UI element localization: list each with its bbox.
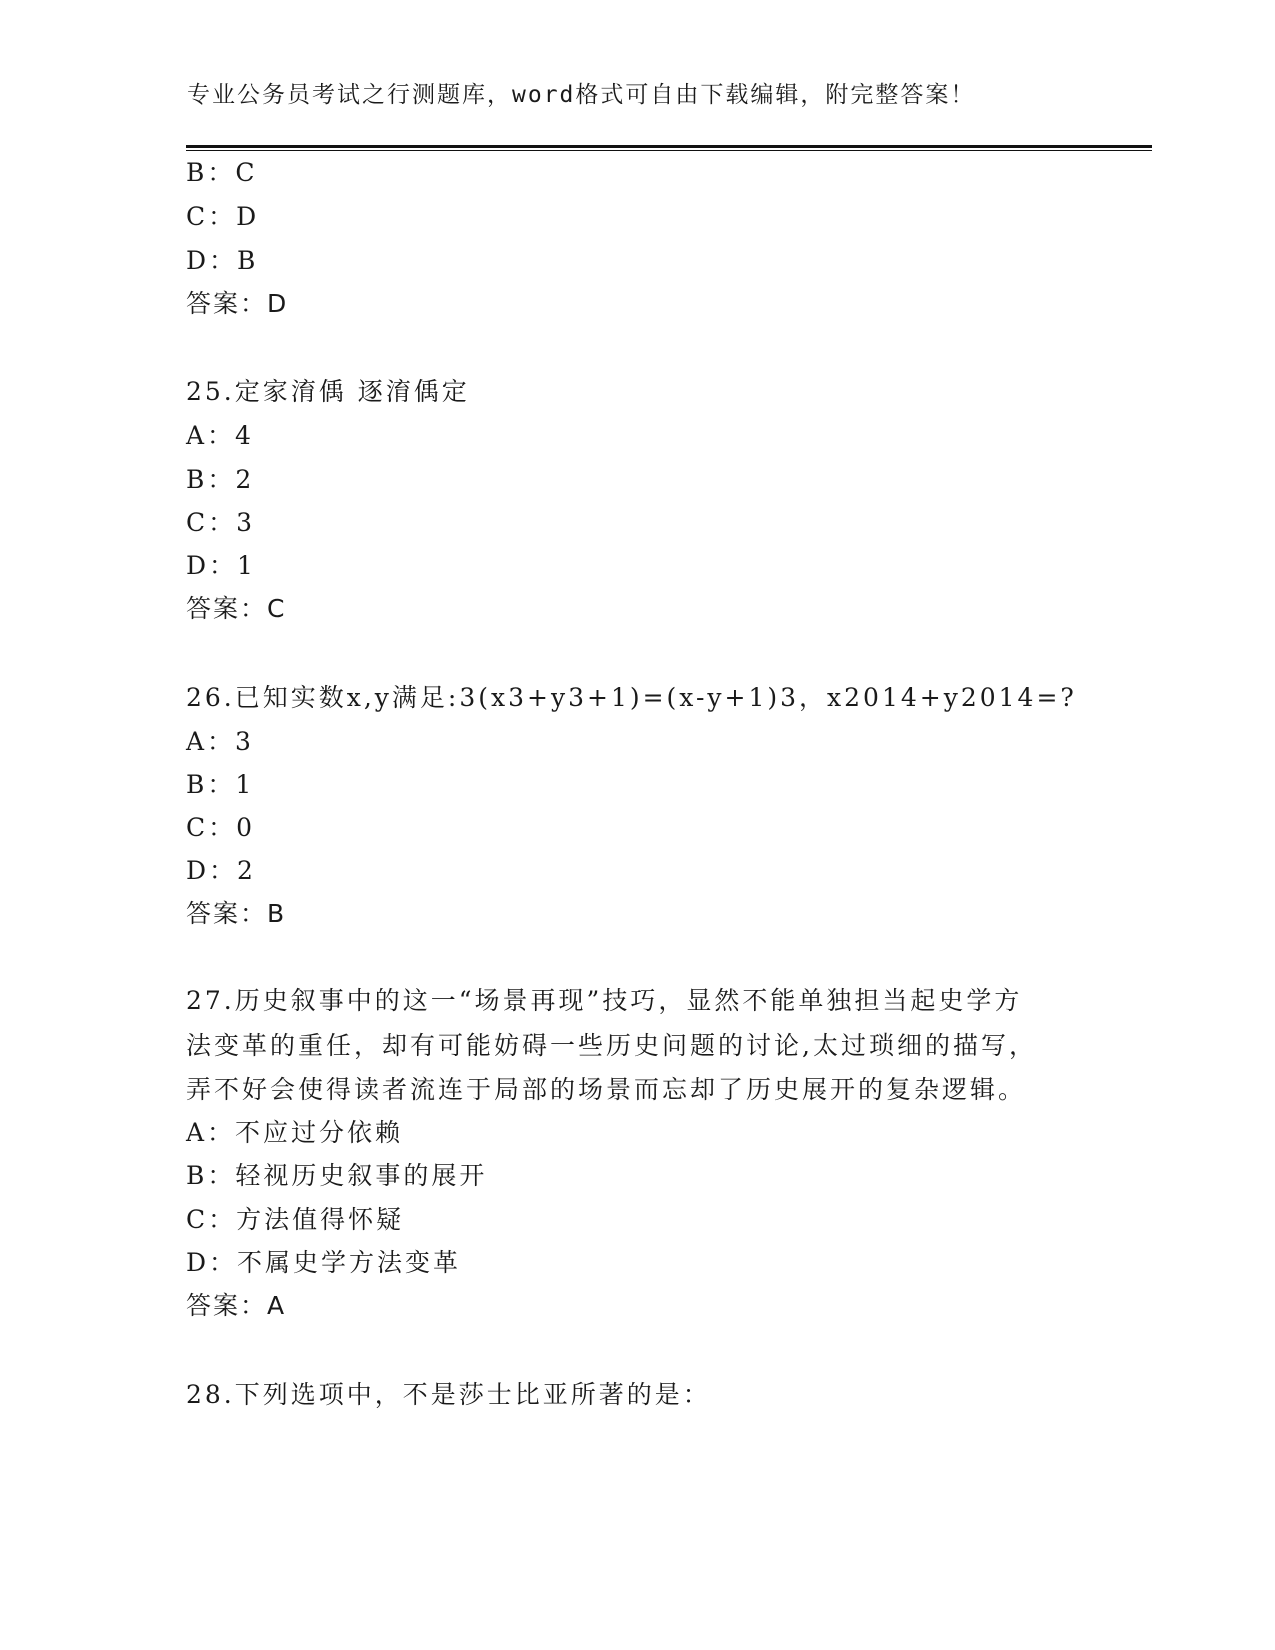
question-26-option-d: D：2 — [186, 856, 256, 885]
question-27-option-b: B：轻视历史叙事的展开 — [186, 1161, 488, 1190]
question-27-option-c: C：方法值得怀疑 — [186, 1205, 405, 1234]
question-25-option-b: B：2 — [186, 465, 255, 494]
question-27-option-a: A：不应过分依赖 — [186, 1118, 404, 1147]
question-27-answer: 答案：A — [186, 1291, 287, 1320]
question-25-option-d: D：1 — [186, 551, 256, 580]
option-d: D：B — [186, 246, 259, 275]
question-26-option-a: A：3 — [186, 727, 254, 756]
header-divider — [186, 145, 1152, 151]
question-27-option-d: D：不属史学方法变革 — [186, 1248, 462, 1277]
question-25-answer: 答案：C — [186, 594, 287, 623]
question-27-text-line-2: 法变革的重任，却有可能妨碍一些历史问题的讨论,太过琐细的描写， — [186, 1031, 1037, 1060]
question-25-option-c: C：3 — [186, 508, 256, 537]
question-28-text: 28.下列选项中，不是莎士比亚所著的是： — [186, 1380, 711, 1409]
question-27-text-line-3: 弄不好会使得读者流连于局部的场景而忘却了历史展开的复杂逻辑。 — [186, 1075, 1027, 1104]
page-header-text: 专业公务员考试之行测题库，word格式可自由下载编辑，附完整答案！ — [187, 82, 976, 108]
option-b: B：C — [186, 158, 258, 187]
question-25-text: 25.定家淯偊 逐淯偊定 — [186, 377, 470, 406]
option-c: C：D — [186, 202, 260, 231]
answer-line: 答案：D — [186, 289, 289, 318]
question-26-text: 26.已知实数x,y满足:3(x3+y3+1)=(x-y+1)3，x2014+y2014=? — [186, 683, 1077, 712]
question-26-option-b: B：1 — [186, 770, 255, 799]
question-26-answer: 答案：B — [186, 899, 287, 928]
question-27-text-line-1: 27.历史叙事中的这一“场景再现”技巧，显然不能单独担当起史学方 — [186, 986, 1023, 1015]
question-26-option-c: C：0 — [186, 813, 256, 842]
question-25-option-a: A：4 — [186, 421, 254, 450]
